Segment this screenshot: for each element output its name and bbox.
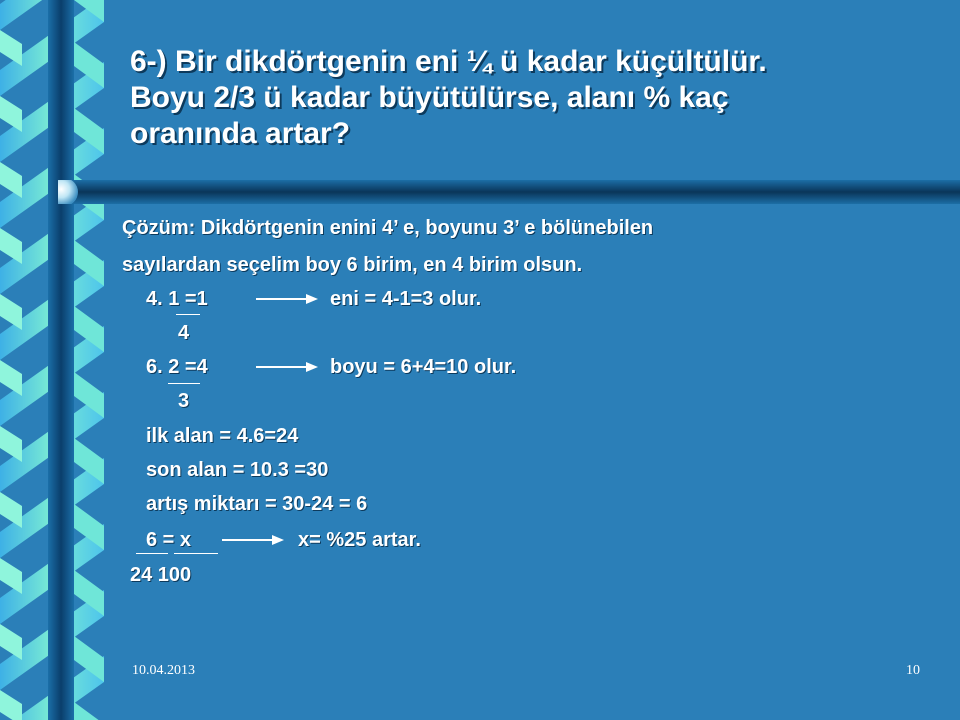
step2-denominator: 3 (178, 390, 190, 412)
page-number: 10 (906, 663, 920, 678)
proportion-result: x= %25 artar. (298, 529, 421, 551)
decorative-ribbon (0, 0, 110, 720)
solution-intro-line-2: sayılardan seçelim boy 6 birim, en 4 birim olsun. (122, 254, 583, 276)
increase-amount: artış miktarı = 30-24 = 6 (146, 493, 368, 515)
arrow-right-icon (256, 292, 318, 306)
fraction-bar (174, 553, 218, 554)
footer-date: 10.04.2013 (132, 663, 195, 678)
fraction-bar (136, 553, 168, 554)
step1-denominator: 4 (178, 322, 190, 344)
fraction-bar (176, 314, 200, 315)
slide-title (130, 44, 930, 152)
proportion: 6 = x (146, 529, 192, 551)
final-area: son alan = 10.3 =30 (146, 459, 329, 481)
solution-intro-line-1: Çözüm: Dikdörtgenin enini 4’ e, boyunu 3’ e bölünebilen (122, 217, 654, 239)
arrow-right-icon (256, 360, 318, 374)
title-line-1: 6-) Bir dikdörtgenin eni ¼ ü kadar küçültülür. (130, 45, 767, 78)
title-line-2: Boyu 2/3 ü kadar büyütülürse, alanı % kaç (130, 81, 729, 114)
title-divider-bar (58, 180, 960, 204)
step1-result: eni = 4-1=3 olur. (330, 288, 482, 310)
proportion-denominators: 24 100 (130, 564, 192, 586)
step2-result: boyu = 6+4=10 olur. (330, 356, 517, 378)
initial-area: ilk alan = 4.6=24 (146, 425, 299, 447)
step2-fraction: 6. 2 =4 (146, 356, 208, 378)
title-line-3: oranında artar? (130, 117, 351, 150)
arrow-right-icon (222, 533, 284, 547)
step1-fraction: 4. 1 =1 (146, 288, 208, 310)
